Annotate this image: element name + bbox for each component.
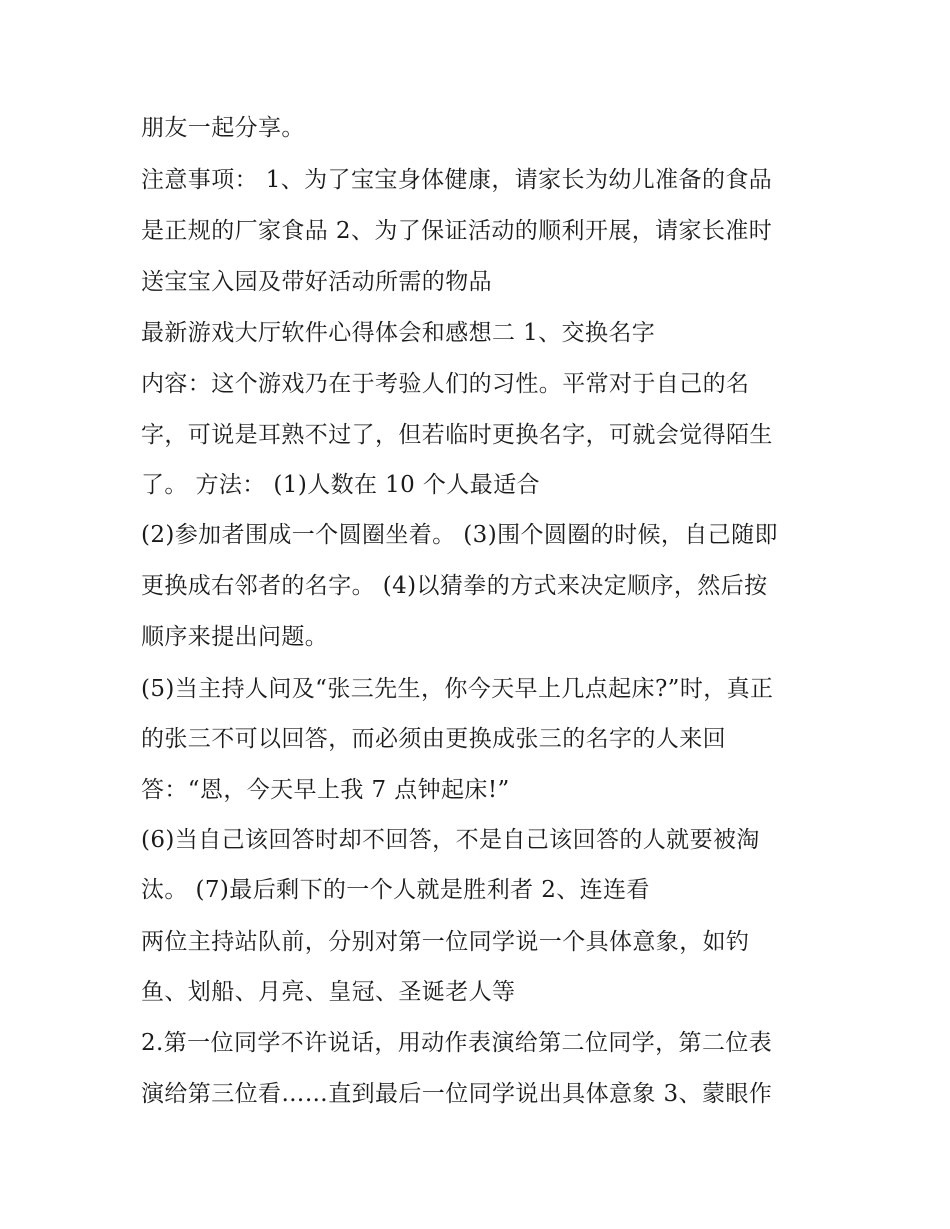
text-line: 更换成右邻者的名字。 (4)以猜拳的方式来决定顺序，然后按 — [141, 573, 768, 599]
text-line: (2)参加者围成一个圆圈坐着。 (3)围个圆圈的时候，自己随即 — [141, 522, 778, 548]
text-line: 的张三不可以回答，而必须由更换成张三的名字的人来回 — [141, 726, 726, 752]
text-line: (6)当自己该回答时却不回答，不是自己该回答的人就要被淘 — [141, 827, 760, 853]
section-heading: 最新游戏大厅软件心得体会和感想二 1、交换名字 — [141, 320, 656, 346]
text-line: 2.第一位同学不许说话，用动作表演给第二位同学，第二位表 — [141, 1030, 773, 1056]
text-line: 鱼、划船、月亮、皇冠、圣诞老人等 — [141, 979, 516, 1005]
text-line: 是正规的厂家食品 2、为了保证活动的顺利开展，请家长准时 — [141, 218, 773, 244]
text-line: 注意事项： 1、为了宝宝身体健康，请家长为幼儿准备的食品 — [141, 167, 773, 193]
text-line: 演给第三位看……直到最后一位同学说出具体意象 3、蒙眼作 — [141, 1081, 773, 1107]
text-line: 字，可说是耳熟不过了，但若临时更换名字，可就会觉得陌生 — [141, 422, 773, 448]
text-line: 顺序来提出问题。 — [141, 624, 329, 650]
text-line: 内容：这个游戏乃在于考验人们的习性。平常对于自己的名 — [141, 371, 750, 397]
text-line: (5)当主持人问及“张三先生，你今天早上几点起床?”时，真正 — [141, 676, 774, 702]
text-line: 汰。 (7)最后剩下的一个人就是胜利者 2、连连看 — [141, 877, 650, 903]
text-line: 朋友一起分享。 — [141, 115, 305, 141]
text-line: 两位主持站队前，分别对第一位同学说一个具体意象，如钓 — [141, 929, 750, 955]
text-line: 送宝宝入园及带好活动所需的物品 — [141, 269, 492, 295]
text-line: 了。 方法： (1)人数在 10 个人最适合 — [141, 472, 540, 498]
text-line: 答：“恩，今天早上我 7 点钟起床!” — [141, 777, 510, 803]
